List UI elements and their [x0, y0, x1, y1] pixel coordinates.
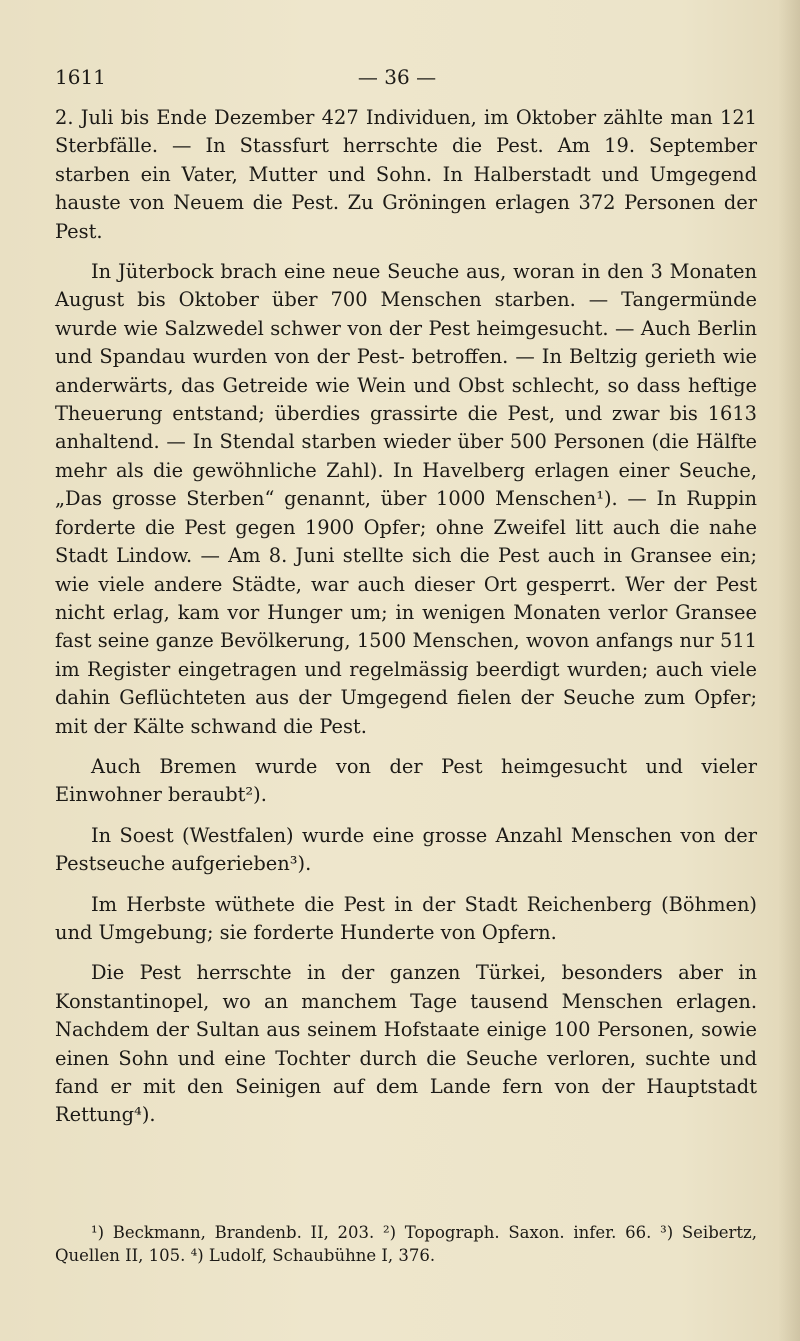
paragraph-6: Die Pest herrschte in der ganzen Türkei, besonders aber in Konstantinopel, wo an manchem Tage tausend Menschen erlagen. Nachdem der Sultan aus seinem Hofstaate einige 100 Personen, sowie einen Sohn und eine Tochter durch die Seuche verloren, suchte und fand er mit den Seinigen auf dem Lande fern von der Hauptstadt Rettung⁴).: [55, 961, 757, 1127]
paragraph-4: In Soest (Westfalen) wurde eine grosse Anzahl Menschen von der Pestseuche aufgerieben³).: [55, 823, 757, 876]
header-year: 1611: [55, 65, 106, 89]
footnote-text: ¹) Beckmann, Brandenb. II, 203. ²) Topograph. Saxon. infer. 66. ³) Seibertz, Quellen II, 105. ⁴) Ludolf, Schaubühne I, 376.: [55, 1223, 757, 1265]
body-text: [55, 104, 757, 1142]
paragraph-5: Im Herbste wüthete die Pest in der Stadt Reichenberg (Böhmen) und Umgebung; sie forderte Hunderte von Opfern.: [55, 892, 757, 944]
paragraph-1: 2. Juli bis Ende Dezember 427 Individuen, im Oktober zählte man 121 Sterbfälle. — In Stassfurt herrschte die Pest. Am 19. September starben ein Vater, Mutter und Sohn. In Halberstadt und Umgegend hauste von Neuem die Pest. Zu Gröningen erlagen 372 Personen der Pest.: [55, 106, 757, 243]
page-number: — 36 —: [357, 65, 437, 89]
paragraph-2: In Jüterbock brach eine neue Seuche aus, woran in den 3 Monaten August bis Oktober über 700 Menschen starben. — Tangermünde wurde wie Salzwedel schwer von der Pest heimgesucht. — Auch Berlin und Spandau wurden von der Pest- betroffen. — In Beltzig gerieth wie anderwärts, das Getreide wie Wein und Obst schlecht, so dass heftige Theuerung entstand; überdies grassirte die Pest, und zwar bis 1613 anhaltend. — In Stendal starben wieder über 500 Personen (die Hälfte mehr als die gewöhnliche Zahl). In Havelberg erlagen einer Seuche, „Das grosse Sterben“ genannt, über 1000 Menschen¹). — In Ruppin forderte die Pest gegen 1900 Opfer; ohne Zweifel litt auch die nahe Stadt Lindow. — Am 8. Juni stellte sich die Pest auch in Gransee ein; wie viele andere Städte, war auch dieser Ort gesperrt. Wer der Pest nicht erlag, kam vor Hunger um; in wenigen Monaten verlor Gransee fast seine ganze Bevölkerung, 1500 Menschen, wovon anfangs nur 511 im Register eingetragen und regelmässig beerdigt wurden; auch viele dahin Geflüchteten aus der Umgegend fielen der Seuche zum Opfer; mit der Kälte schwand die Pest.: [55, 260, 757, 738]
page-edge-shadow: [778, 0, 800, 1341]
paragraph-3: Auch Bremen wurde von der Pest heimgesucht und vieler Einwohner beraubt²).: [55, 754, 757, 807]
page-header: [55, 62, 755, 92]
footnotes: [55, 1221, 757, 1267]
